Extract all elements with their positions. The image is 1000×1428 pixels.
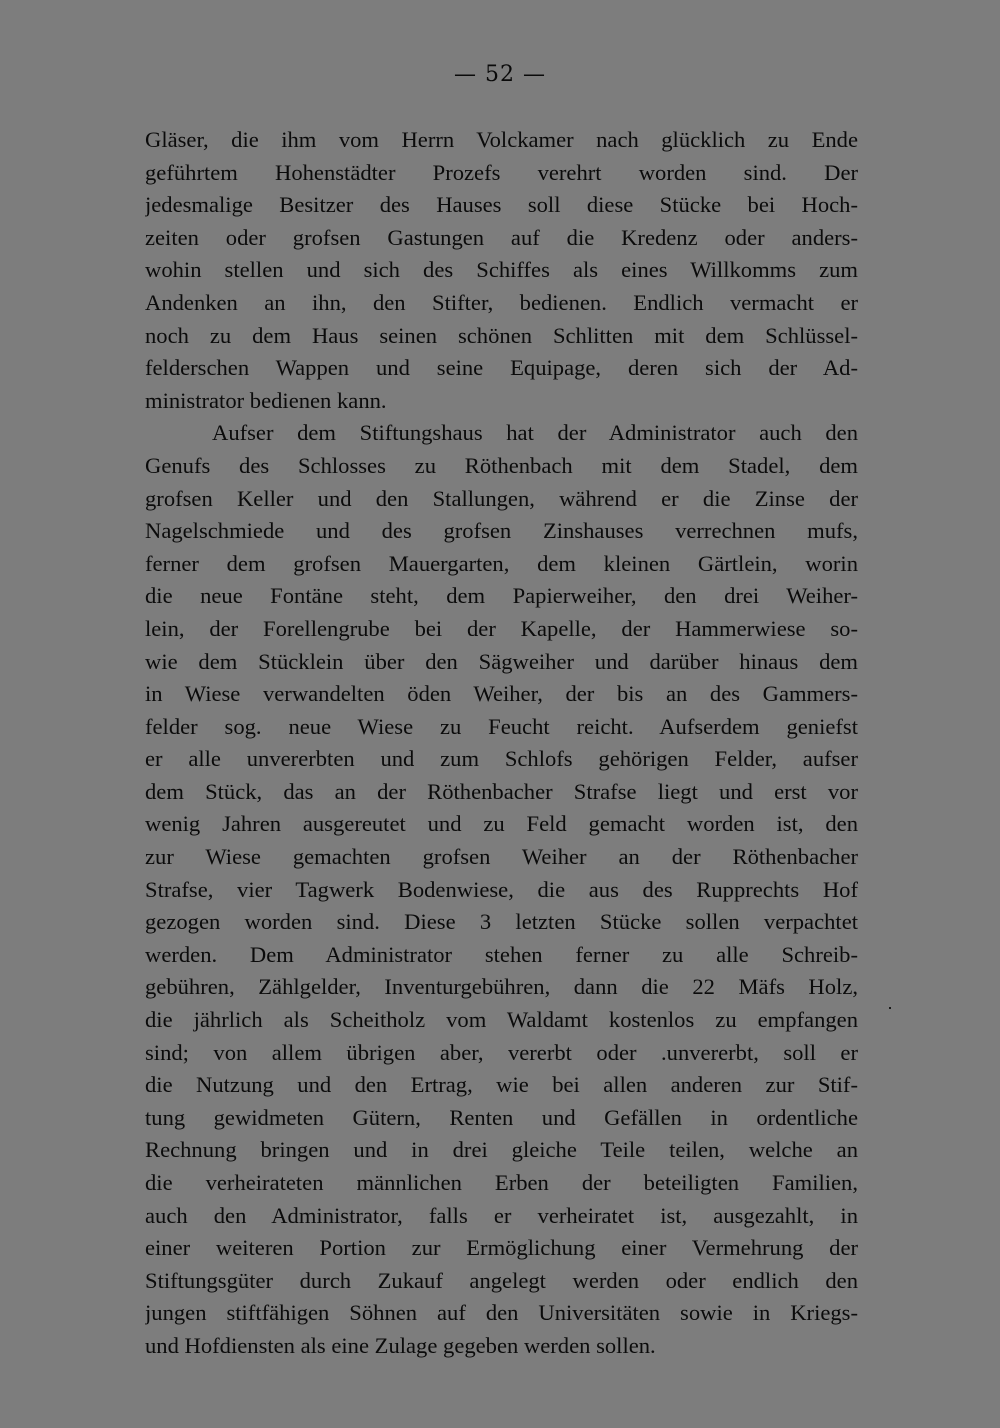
text-line: wohin stellen und sich des Schiffes als eines Willkomms zum — [145, 257, 858, 283]
text-line: in Wiese verwandelten öden Weiher, der bis an des Gammers- — [145, 681, 858, 707]
text-line: geführtem Hohenstädter Prozefs verehrt worden sind. Der — [145, 159, 858, 185]
text-line: zur Wiese gemachten grofsen Weiher an der Röthenbacher — [145, 844, 858, 870]
text-line: auch den Administrator, falls er verheiratet ist, ausgezahlt, in — [145, 1202, 858, 1228]
text-line: noch zu dem Haus seinen schönen Schlitten mit dem Schlüssel- — [145, 322, 858, 348]
text-line: tung gewidmeten Gütern, Renten und Gefällen in ordentliche — [145, 1104, 858, 1130]
text-line: sind; von allem übrigen aber, vererbt oder .unvererbt, soll er — [145, 1039, 858, 1065]
scan-speck — [889, 1007, 891, 1009]
text-line: Gläser, die ihm vom Herrn Volckamer nach glücklich zu Ende — [145, 127, 858, 152]
text-line: Strafse, vier Tagwerk Bodenwiese, die aus des Rupprechts Hof — [145, 876, 858, 902]
body-text — [145, 124, 858, 1363]
text-line: die verheirateten männlichen Erben der beteiligten Familien, — [145, 1170, 858, 1195]
text-line: Stiftungsgüter durch Zukauf angelegt werden oder endlich den — [145, 1267, 858, 1293]
text-line: jungen stiftfähigen Söhnen auf den Universitäten sowie in Kriegs- — [145, 1300, 858, 1326]
text-line: die neue Fontäne steht, dem Papierweiher, den drei Weiher- — [145, 583, 858, 609]
text-line: wie dem Stücklein über den Sägweiher und darüber hinaus dem — [145, 648, 858, 674]
text-line: er alle unvererbten und zum Schlofs gehörigen Felder, aufser — [145, 746, 858, 772]
text-line: grofsen Keller und den Stallungen, während er die Zinse der — [145, 485, 858, 511]
text-line: die Nutzung und den Ertrag, wie bei allen anderen zur Stif- — [145, 1072, 858, 1098]
text-line: Nagelschmiede und des grofsen Zinshauses verrechnen mufs, — [145, 518, 858, 544]
paragraph-start-line: Aufser dem Stiftungshaus hat der Administrator auch den — [212, 420, 858, 446]
text-line: dem Stück, das an der Röthenbacher Strafse liegt und erst vor — [145, 778, 858, 804]
text-line: die jährlich als Scheitholz vom Waldamt kostenlos zu empfangen — [145, 1007, 858, 1033]
text-line: wenig Jahren ausgereutet und zu Feld gemacht worden ist, den — [145, 811, 858, 837]
text-line: werden. Dem Administrator stehen ferner zu alle Schreib- — [145, 941, 858, 967]
text-line: felder sog. neue Wiese zu Feucht reicht. Aufserdem geniefst — [145, 713, 858, 739]
page-number: — 52 — — [454, 62, 546, 87]
text-line: Andenken an ihn, den Stifter, bedienen. Endlich vermacht er — [145, 289, 858, 315]
text-line: ferner dem grofsen Mauergarten, dem kleinen Gärtlein, worin — [145, 550, 858, 576]
text-line: lein, der Forellengrube bei der Kapelle, der Hammerwiese so- — [145, 615, 858, 641]
text-line: Genufs des Schlosses zu Röthenbach mit dem Stadel, dem — [145, 452, 858, 478]
text-line: einer weiteren Portion zur Ermöglichung einer Vermehrung der — [145, 1235, 858, 1261]
text-line: zeiten oder grofsen Gastungen auf die Kredenz oder anders- — [145, 224, 858, 250]
paragraph-end-line: ministrator bedienen kann. — [145, 387, 387, 413]
text-line: gebühren, Zählgelder, Inventurgebühren, dann die 22 Mäfs Holz, — [145, 974, 858, 1000]
text-line: jedesmalige Besitzer des Hauses soll diese Stücke bei Hoch- — [145, 192, 858, 218]
text-line: Rechnung bringen und in drei gleiche Teile teilen, welche an — [145, 1137, 858, 1163]
text-line: felderschen Wappen und seine Equipage, deren sich der Ad- — [145, 355, 858, 381]
paragraph-end-line: und Hofdiensten als eine Zulage gegeben werden sollen. — [145, 1332, 656, 1358]
text-line: gezogen worden sind. Diese 3 letzten Stücke sollen verpachtet — [145, 909, 858, 935]
